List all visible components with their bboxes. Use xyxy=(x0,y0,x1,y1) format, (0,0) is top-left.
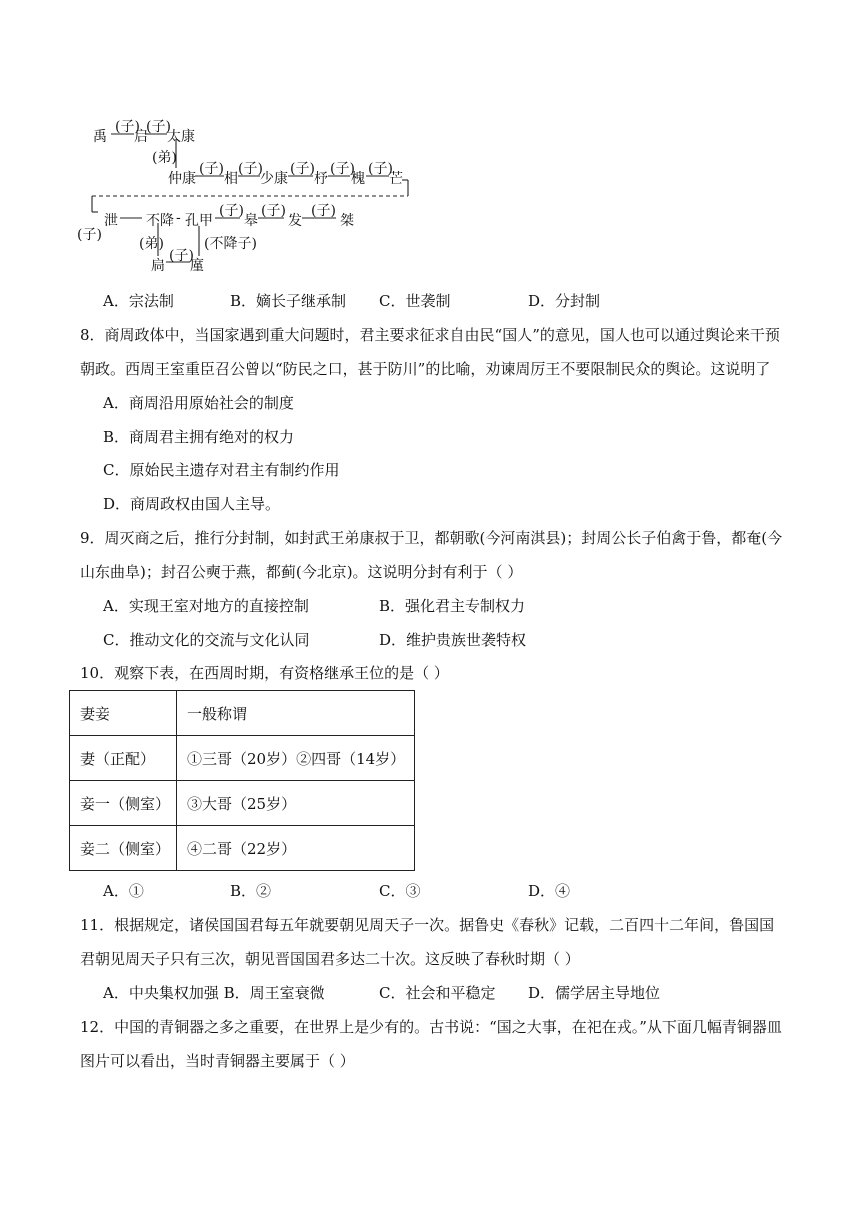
q11-stem-line2: 君朝见周天子只有三次，朝见晋国国君多达二十次。这反映了春秋时期（ ） xyxy=(80,950,580,968)
table-cell: 妻（正配） xyxy=(70,736,177,781)
son-label: (子) xyxy=(330,161,355,177)
son-label: (子) xyxy=(115,119,140,135)
son-label: (子) xyxy=(311,203,336,219)
node-zhongkang: 仲康 xyxy=(168,171,196,187)
q9-option-b[interactable]: B．强化君主专制权力 xyxy=(379,597,526,615)
son-label: (子) xyxy=(261,203,286,219)
q8-stem-line2: 朝政。西周王室重臣召公曾以“防民之口，甚于防川”的比喻，劝谏周厉王不要限制民众的舆论。这说明了 xyxy=(80,360,771,378)
q8-option-d[interactable]: D．商周政权由国人主导。 xyxy=(103,495,281,513)
q11-option-d[interactable]: D．儒学居主导地位 xyxy=(528,984,661,1002)
succession-table xyxy=(69,690,415,871)
son-label: (子) xyxy=(219,203,244,219)
son-label: (子) xyxy=(368,161,393,177)
node-yu: 禹 xyxy=(93,129,107,145)
son-label: (子) xyxy=(146,119,171,135)
q11-option-c[interactable]: C．社会和平稳定 xyxy=(379,984,496,1002)
q10-option-c[interactable]: C．③ xyxy=(379,882,421,900)
q8-stem-line1: 8．商周政体中，当国家遇到重大问题时，君主要求征求自由民“国人”的意见，国人也可以通过舆论来干预 xyxy=(80,326,780,344)
q11-option-ab[interactable]: A．中央集权加强 B．周王室衰微 xyxy=(103,984,325,1002)
q9-stem-line1: 9．周灭商之后，推行分封制，如封武王弟康叔于卫，都朝歌(今河南淇县)；封周公长子伯禽于鲁，都奄(今 xyxy=(80,529,783,547)
q8-option-c[interactable]: C．原始民主遗存对君主有制约作用 xyxy=(103,461,340,479)
table-row xyxy=(70,826,415,871)
son-label: (子) xyxy=(77,227,102,243)
q10-stem: 10．观察下表，在西周时期，有资格继承王位的是（ ） xyxy=(80,664,449,682)
q7-option-b[interactable]: B．嫡长子继承制 xyxy=(230,292,347,310)
node-xie: 泄 xyxy=(104,213,118,229)
son-label: (子) xyxy=(199,161,224,177)
table-cell: 妾一（侧室） xyxy=(70,781,177,826)
q7-option-d[interactable]: D．分封制 xyxy=(528,292,601,310)
node-bujiang: 不降 xyxy=(146,213,174,229)
q9-stem-line2: 山东曲阜)；封召公奭于燕，都蓟(今北京)。这说明分封有利于（ ） xyxy=(80,563,523,581)
q8-option-a[interactable]: A．商周沿用原始社会的制度 xyxy=(103,394,294,412)
node-shaokang: 少康 xyxy=(260,171,288,187)
table-row xyxy=(70,736,415,781)
q9-option-d[interactable]: D．维护贵族世袭特权 xyxy=(379,631,527,649)
q7-option-c[interactable]: C．世袭制 xyxy=(379,292,451,310)
node-zhu: 杼 xyxy=(314,171,328,187)
node-huai: 槐 xyxy=(351,171,365,187)
node-jin: 廑 xyxy=(190,258,204,274)
brother-label: (弟) xyxy=(152,150,177,166)
brother-label: (弟) xyxy=(139,236,164,252)
table-cell: 妾二（侧室） xyxy=(70,826,177,871)
table-header-cell: 妻妾 xyxy=(70,691,177,736)
q12-stem-line1: 12．中国的青铜器之多之重要，在世界上是少有的。古书说：“国之大事，在祀在戎。”从下面几幅青铜器皿 xyxy=(80,1018,782,1036)
q11-stem-line1: 11．根据规定，诸侯国国君每五年就要朝见周天子一次。据鲁史《春秋》记载，二百四十二年间，鲁国国 xyxy=(80,916,775,934)
table-header-row xyxy=(70,691,415,736)
table-row xyxy=(70,781,415,826)
node-qi: 启 xyxy=(134,129,148,145)
q10-option-b[interactable]: B．② xyxy=(230,882,272,900)
q7-option-a[interactable]: A．宗法制 xyxy=(103,292,174,310)
node-fa: 发 xyxy=(288,213,302,229)
node-xiang: 相 xyxy=(224,171,238,187)
table-header-cell: 一般称谓 xyxy=(177,691,415,736)
q10-option-a[interactable]: A．① xyxy=(103,882,144,900)
q9-option-c[interactable]: C．推动文化的交流与文化认同 xyxy=(103,631,310,649)
node-taikang: 太康 xyxy=(167,129,195,145)
q10-option-d[interactable]: D．④ xyxy=(528,882,571,900)
son-label: (子) xyxy=(169,248,194,264)
node-jiong: 扃 xyxy=(151,258,165,274)
bujiang-son-label: (不降子) xyxy=(204,236,257,252)
node-kongjia: 孔甲 xyxy=(185,213,213,229)
table-cell: ①三哥（20岁）②四哥（14岁） xyxy=(177,736,415,781)
dash-separator: - xyxy=(176,210,181,226)
table-cell: ④二哥（22岁） xyxy=(177,826,415,871)
node-jie: 桀 xyxy=(340,213,354,229)
node-gao: 皋 xyxy=(244,213,258,229)
son-label: (子) xyxy=(238,161,263,177)
table-cell: ③大哥（25岁） xyxy=(177,781,415,826)
node-mang: 芒 xyxy=(389,171,403,187)
q8-option-b[interactable]: B．商周君主拥有绝对的权力 xyxy=(103,428,295,446)
q12-stem-line2: 图片可以看出，当时青铜器主要属于（ ） xyxy=(80,1052,355,1070)
son-label: (子) xyxy=(290,161,315,177)
q9-option-a[interactable]: A．实现王室对地方的直接控制 xyxy=(103,597,309,615)
